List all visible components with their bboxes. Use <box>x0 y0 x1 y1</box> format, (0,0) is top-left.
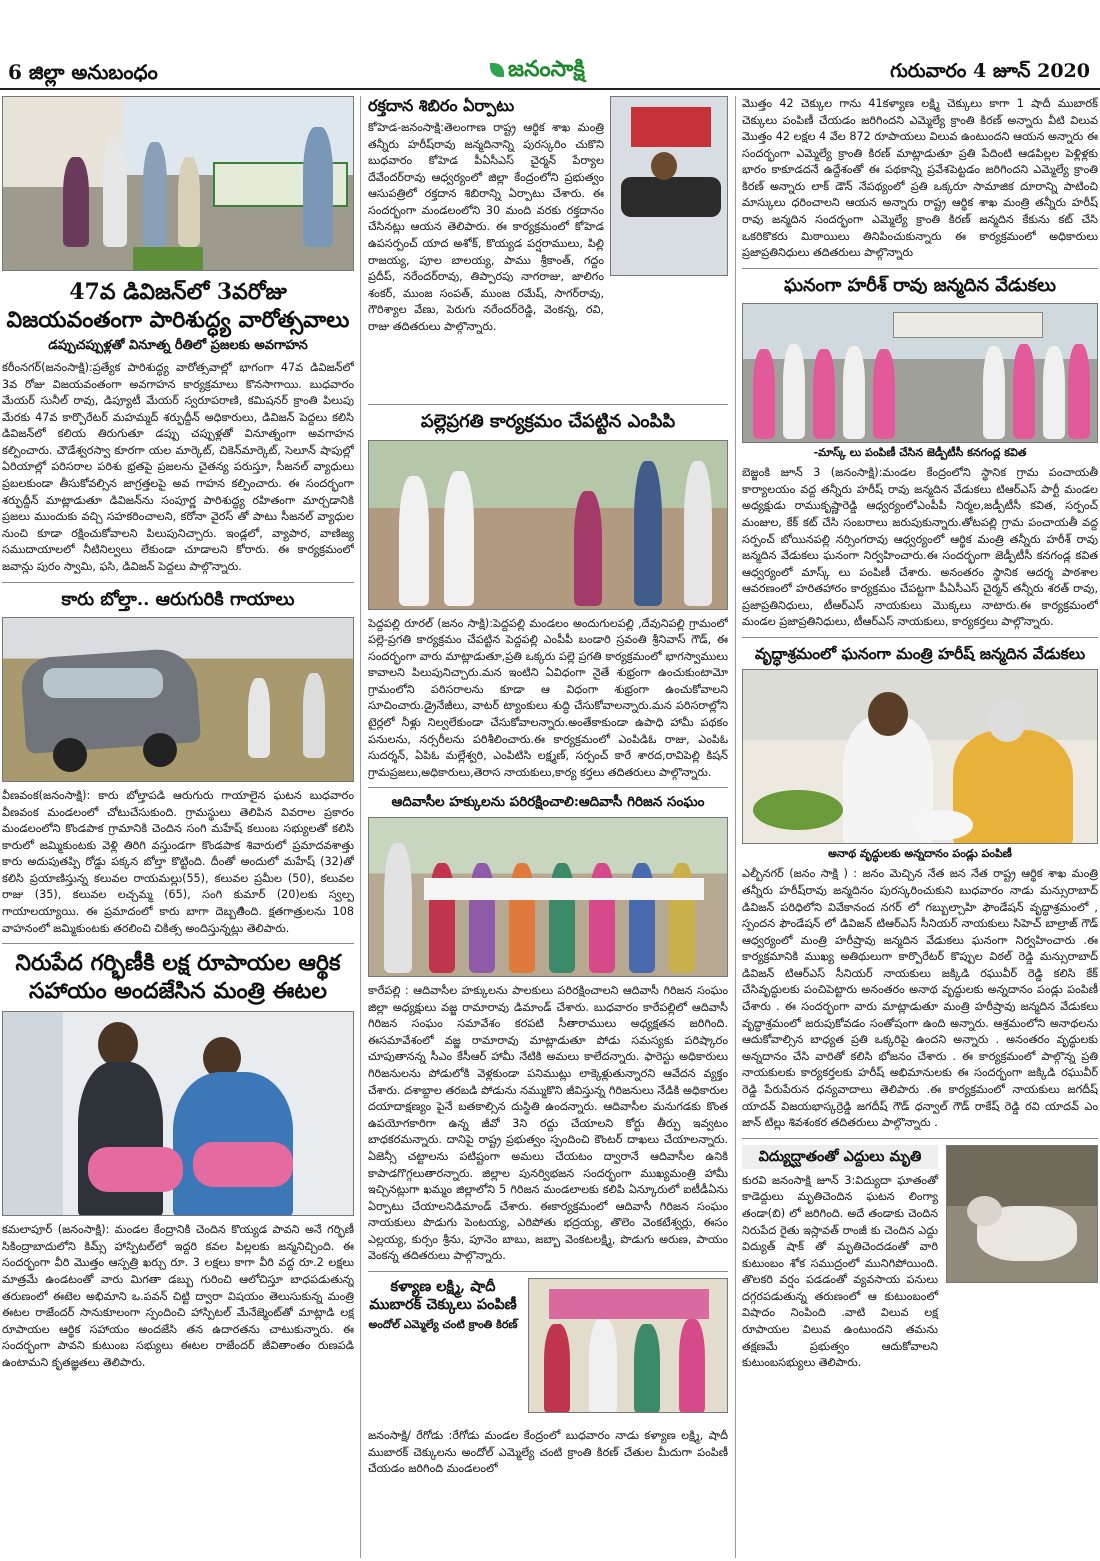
article-harish-birthday: బెజ్జంకి జూన్ 3 (జనంసాక్షి):మండల కేంద్రంలోని స్థానిక గ్రామ పంచాయతీ కార్యాలయం వద్ద తన్నీరు హరీష్ రావు జన్మదిన వేడుకలు టిఆర్ఎస్ పార్టీ మండల అధ్యక్షుడు రాముకృష్ణారెడ్డి ఆధ్వర్యంలోఎంపీపీ నిర్మల,జడ్పీటీసీ కవిత, సర్పంచ్ మంజుల, కేక్ కట్ చేసి సంబరాలు జరుపుకున్నారు.తోటపల్లి గ్రామ పంచాయతీ వద్ద సర్పంచ్ బోయినపల్లి నర్సింగరావు ఆధ్వర్యంలో ఆర్థిక మంత్రి తన్నీరు హరీశ్ రావు జన్మదిన వేడుకలు ఘనంగా నిర్వహించారు.ఈ సందర్భంగా జెడ్పీటీసీ కనగండ్ల కవిత ఆధ్వర్యంలో మాస్క్ లు పంపిణీ చేశారు. అనంతరం స్థానిక ఆదర్శ పాఠశాల ఆవరణంలో హరితహారం కార్యక్రమం చేపట్టగా పీఏసీఎస్ చైర్మన్ తన్నీరు శరత్ రావు, ప్రజాప్రతినిధులు, టీఆర్ఎస్ నాయకులు మొక్కలు నాటారు.ఈ కార్యక్రమంలో మండల ప్రజాప్రతినిధులు, టీఆర్ఎస్ నాయకులు, కార్యకర్తలు పాల్గొన్నారు. <box>742 466 1098 629</box>
article-blood-donation: కోహెడ-జనంసాక్షి:తెలంగాణ రాష్ట్ర ఆర్థిక శాఖ మంత్రి తన్నీరు హరీష్‌రావు జన్మదినాన్ని పురస్కరిం చుకొని బుధవారం కోహెడ పీఏసీఎస్ చైర్మన్ పేర్యాల దేవేందర్‌రావు ఆధ్వర్యంలో జిల్లా కేంద్రంలోని ప్రభుత్వం ఆసుపత్రిలో రక్తదాన శిబిరాన్ని ఏర్పాటు చేశారు. ఈ సందర్భంగా మండలంలోని 30 మంది వరకు రక్తదానం చేసినట్లు ఆయన తెలిపారు. ఈ కార్యక్రమంలో కోహెడ ఉపసర్పంచ్ యాద అశోక్, కొయ్యడ పర్షరాములు, పిల్లి రాజయ్య, పూల బాలయ్య, పాము శ్రీకాంత్, గద్దం ప్రదీప్, నరేందర్‌రావు, తిప్పారపు నాగరాజు, జాలిగం శంకర్, ముంజ సంపత్, ముంజ రమేష్, సాగర్‌రావు, గౌరిశ్యాల వేణు, పెరుగు నరేందర్‌రెడ్డి, వెంకన్న, రవి, రాజు తదితరులు పాల్గొన్నారు. <box>368 121 604 333</box>
article-sanitation: కరీంనగర్(జనంసాక్షి):ప్రత్యేక పారిశుద్ధ్య వారోత్సవాల్లో భాగంగా 47వ డివిజన్‌లో 3వ రోజు విజయవంతంగా అవగాహన కార్యక్రమాలు కొనసాగాయి. బుధవారం మేయర్ సునీల్ రావు, డిప్యూటీ మేయర్ స్వరూపరాణి, కమిషనర్ క్రాంతి పిలుపు మేరకు 47వ కార్పొరేటర్ మహమ్మద్ శర్ఫుద్దీన్ అధికారులు, డివిజన్ పెద్దలు కలిసి డివిజన్‌లో కలియ తిరుగుతూ డప్పు చప్పుళ్లతో వినూత్నంగా అవగాహన కల్పించారు. చౌడేశ్వరస్వా కూరగా యల మార్కెట్, చికెన్‌మార్కెట్, సెలూన్ షాపుల్లో ఏరియాల్లో పరిసరాల పరిశు భ్రతపై ప్రజలను చైతన్య పరుస్తూ, సీజనల్ వ్యాధులు ప్రబలకుండా తీసుకోవల్సిన జాగ్రత్తలపై అవ గాహన కల్పించారు. ఈ సందర్భంగా శర్ఫుద్దీన్ మాట్లాడుతూ డివిజన్‌ను సంపూర్ణ పారిశుద్ధ్య రహితంగా మార్చడానికి ప్రజలు ముందుకు వచ్చి సహకరించాలని, కరోనా వైరస్ తో పాటు సీజనల్ వ్యాధుల నుంచి కూడా రక్షించుకోవాలని పిలుపునిచ్చారు. ఇండ్లలో, వ్యాపార, వాణిజ్య సముదాయాలలో నీటినిల్వలు లేకుండా చూడాలని కోరారు. ఈ కార్యక్రమంలో జవాన్లు పురం స్వామి, ఫసి, డివిజన్ పెద్దలు పాల్గొన్నారు. <box>2 361 354 573</box>
subhead-sanitation: డప్పుచప్పుళ్లతో వినూత్న రీతిలో ప్రజలకు అవగాహన <box>48 338 308 353</box>
electrocution-block <box>742 1145 1098 1372</box>
divider <box>368 404 728 405</box>
page-label: 6 జిల్లా అనుబంధం <box>8 60 158 84</box>
caption-mask-distribution: -మాస్క్ లు పంపిణీ చేసిన జెడ్పీటీసీ కనగంద్ల కవిత <box>813 446 1027 460</box>
headline-financial-aid: నిరుపేద గర్భిణీకి లక్ష రూపాయల ఆర్థిక సహాయం అందజేసిన మంత్రి ఈటల <box>15 950 341 1004</box>
palle-pragathi-photo <box>368 440 728 610</box>
dead-bullock-photo <box>946 1145 1098 1283</box>
headline-palle-pragathi: పల్లెప్రగతి కార్యక్రమం చేపట్టిన ఎంపిపి <box>420 411 676 432</box>
headline-car-accident: కారు బోల్తా.. ఆరుగురికి గాయాలు <box>61 588 295 610</box>
divider <box>2 943 354 944</box>
headline-old-age-home: వృద్ధాశ్రమంలో ఘనంగా మంత్రి హరీష్ జన్మదిన వేడుకలు <box>754 644 1086 664</box>
divider <box>742 637 1098 638</box>
divider <box>368 787 728 788</box>
masthead <box>0 0 1100 90</box>
divider <box>2 582 354 583</box>
headline-adivasi-rights: ఆదివాసీల హక్కులను పరిరక్షించాలి:ఆదివాసీ గిరిజన సంఘం <box>391 794 705 811</box>
subhead-kalyana-lakshmi: అందోల్ ఎమ్మెల్యే చంటి క్రాంతి కిరణ్ <box>368 1318 518 1332</box>
kalyana-lakshmi-block <box>368 1278 728 1428</box>
divider <box>742 1138 1098 1139</box>
headline-harish-birthday: ఘనంగా హరీశ్ రావు జన్మదిన వేడుకలు <box>784 274 1056 296</box>
headline-sanitation: 47వ డివిజన్‌లో 3వరోజు విజయవంతంగా పారిశుద్ధ్య వారోత్సవాలు <box>6 279 350 333</box>
column-divider <box>735 96 736 1558</box>
article-palle-pragathi: పెద్దపల్లి రూరల్ (జనం సాక్షి):పెద్దపల్లి మండలం అందుగులపల్లి ,దేవునిపల్లి గ్రామంలో పల్లె-ప్రగతి కార్యక్రమం చేపట్టిన పెద్దపల్లి ఎంపీపీ బండారి స్రవంతి శ్రీనివాస్ గౌడ్, ఈ సందర్భంగా వారు మాట్లాడుతూ,ప్రతి ఒక్కరు పల్లె ప్రగతి కార్యక్రమంలో భాగస్వాములు కావాలని పిలుపునిచ్చారు.మన ఇంటిని ఏవిధంగా నైతే శుభ్రంగా ఉంచుకుంటామో గ్రామంలోని పరిసరాలను కూడా ఆ విధంగా శుభ్రంగా ఉంచుకోవాలని సూచించారు.డ్రైనేజీలు, వాటర్ ట్యాంకులు శుద్ధి చేసుకోవాలన్నారు.మన పరిసరాల్లోని టైర్లలో నీళ్లు నిల్వలేకుండా చేసుకోవాలన్నారు.అంతేకాకుండా ఉపాధి హామీ పథకం పనులను, నర్సరీలను పరిశీలించారు.ఈ కార్యక్రమంలో ఎంపిడిఓ రాజు, ఎంపిఓ సుదర్శన్, ఏపిఓ మల్లేశ్వరి, ఎంపిటిసి లక్ష్మణ్, సర్పంచ్ కారే శారద,రావిపెల్లి కిషన్ గ్రామప్రజలు,అధికారులు,తెరాస నాయకులు,కార్య కర్తలు తదితరులు పాల్గొన్నారు. <box>368 616 728 779</box>
headline-blood-donation: రక్తదాన శిబిరం ఏర్పాటు <box>368 96 515 115</box>
article-financial-aid: కమలాపూర్ (జనంసాక్షి): మండల కేంద్రానికి చెందిన కొయ్యడ పావని అనే గర్భిణీ సికింద్రాబాదులోని కిమ్స్ హాస్పిటల్‌లో ఇద్దరి కవల పిల్లలకు జన్మనిచ్చింది. ఈ సందర్భంగా వీరి మొత్తం ఆస్పత్రి ఖర్చు రూ. 3 లక్షలు కాగా వీరి వద్ద రూ.2 లక్షలు మాత్రమే ఉండటంతో వారు మిగతా డబ్బు గురించి ఆలోచిస్తూ బాధపడుతున్న తరుణంలో ఈటెల అభిమాని ఒ.పవన్ చిట్టి ద్వారా విషయం తెలుసుకున్న మంత్రి ఈటల రాజేందర్ సానుకూలంగా స్పందించి హాస్పిటల్ మేనేజ్మెంట్‌తో మాట్లాడి లక్ష రూపాయల ఆర్థిక సహాయం అందజేసి తన ఉదారతను చాటుకున్నారు. ఈ సందర్భంగా పావని కుటుంబ సభ్యులు ఈటల రాజేందర్ జీవితాంతం రుణపడి ఉంటామని కృతజ్ఞతలు తెలిపారు. <box>2 1223 354 1369</box>
article-old-age-home: ఎల్బీనగర్ (జనం సాక్షి ) : జనం మెచ్చిన నేత జన నేత రాష్ట్ర ఆర్థిక శాఖ మంత్రి తన్నీరు హరీష్‌రావు జన్మదినం పురస్కరించుకుని బుధవారం నాడు మన్సురాబాద్ డివిజన్ పరిధిలోని వివేకానంద నగర్ లో గబ్బుల్చాహి ఫౌండేషన్ వృద్ధాశ్రమంలో , స్పందన ఫౌండేషన్ లో డివిజన్ టిఆర్ఎస్ సీనియర్ నాయకులు సిహెచ్ బాల్రాజ్ గౌడ్ ఆధ్వర్యంలో మంత్రి హరీష్రావు జన్మదిన వేడుకలు ఘనంగా నిర్వహించారు .ఈ కార్యక్రమానికి ముఖ్య అతిథులుగా కార్పొరేటర్ కొప్పుల విఠల్ రెడ్డి మన్సురాబాద్ డివిజన్ టిఆర్ఎస్ సీనియర్ నాయకులు జక్కిడి రఘువీర్ రెడ్డి కలిసి కేక్ చేసివృద్ధులకు పంచిపెట్టారు అనంతరం అనాథ వృద్ధులకు అన్నదానం పండ్లు పంపిణీ చేశారు . ఈ సందర్భంగా వారు మాట్లాడుతూ మంత్రి హరీష్రావు జన్మదిన వేడుకలు వృద్ధాశ్రమంలో జరుపుకోవడం సంతోషంగా ఉంది అన్నారు. ఆశ్రమంలోని అనాథలను ఆదుకోవాల్సిన బాధ్యత ప్రతి ఒక్కరిపై ఉందని అన్నారు . అనంతరం వృద్ధులకు అన్నదానం చేసి వారితో కలిసి భోజనం చేశారు . ఈ కార్యక్రమంలో పాల్గొన్న ప్రతి నాయకులకు కార్యకర్తలకు హరీష్ అభిమానులకు ఈ సందర్భంగా జక్కిడి రఘువీర్ రెడ్డి పేరుపేరున ధన్యవాదాలు తెలిపారు .ఈ కార్యక్రమంలో నాయకులు జగదీష్ యాదవ్ విజయభాస్కర్రెడ్డి జగదీష్ గౌడ్ ధన్వాల్ గౌడ్ రాకేష్ రెడ్డి రవి యాదవ్ ఎం జాన్ టిల్లు శివశంకర తదితరులు పాల్గొన్నారు . <box>742 867 1098 1130</box>
harish-birthday-photo <box>742 303 1098 443</box>
article-electrocution: కురవి జనంసాక్షి జూన్ 3:విద్యుదా ఘాతంతో కాడెద్దులు మృతిచెందిన ఘటన లింగ్యా తండా(బి) లో జరిగింది. అదే తండాకు చెందిన నిరుపేద రైతు ఇస్లావత్ రాంజీ కు చెందిన ఎద్దు విద్యుత్ షాక్ తో మృతిచెందడంతో వారి కుటుంబం శోక సముద్రంలో మునిగిపోయింది. తొలకరి వర్షం పడడంతో వ్యవసాయ పనులు దగ్గరపడుతున్న తరుణంలో ఆ కుటుంబంలో విషాదం నింపింది .వాటి విలువ లక్ష రూపాయల విలువ ఉంటుందని తమను తక్షణమే ప్రభుత్వం ఆదుకోవాలని కుటుంబసభ్యులు తెలిపారు. <box>742 1173 938 1370</box>
divider <box>368 1271 728 1272</box>
article-kalyana-lakshmi: జనంసాక్షి/ రేగోడు :రేగోడు మండల కేంద్రంలో బుధవారం నాడు కళ్యాణ లక్ష్మి, షాదీ ముబారక్ చెక్కులను అందోల్ ఎమ్మెల్యే చంటి క్రాంతి కిరణ్ చేతుల మీదుగా పంపిణీ చేయడం జరిగింది మండలంలో <box>368 1428 728 1476</box>
cheque-distribution-photo <box>528 1278 728 1413</box>
blood-donation-block <box>368 96 728 333</box>
sanitation-rally-photo <box>2 96 354 271</box>
car-accident-photo <box>2 617 354 782</box>
column-3 <box>742 96 1098 1558</box>
article-adivasi-rights: కారేపల్లి : ఆదివాసీల హక్కులను పాలకులు పరిరక్షించాలని ఆదివాసీ గిరిజన సంఘం జిల్లా అధ్యక్షులు వజ్జ రామారావు డిమాండ్ చేశారు. బుధవారం కారేపల్లిలో ఆదివాసీ గిరిజన సంఘం సమావేశం కరపటి సీతారాములు అధ్యక్షతన జరిగింది. ఈసమావేశంలో వజ్జ రామారావు మాట్లాడుతూ పోడు సమస్యకు పరిష్కారం చూపుతానన్న సీఎం కేసీఆర్ హామీ నేటికి అమలు కాలేదన్నారు. ఫారెస్టు అధికారులు గిరిజనులను పోడులోకి వెళ్లకుండా పనిముట్లు లాక్కెళ్లుతున్నారని ఆవేదన వ్యక్తం చేశారు. దశాబ్దాల తరబడి పోడును నమ్ముకొని జీవిస్తున్న గిరిజనులు నేడికి అధికారుల దయాదాక్షణ్యం పైనే బతకాల్సిన దుస్థితి ఉందన్నారు. ఆదివాసీల మనుగడకు కొంత ఉపయోగకారిగా ఉన్న జీవో 3ని రద్దు చేయాలని కోర్టు తీర్పు ఇవ్వటం బాధకరమన్నారు. దానిపై రాష్ట్ర ప్రభుత్వం స్పందించి కౌంటర్ దాఖలు చేయాలన్నారు. ఏజెన్సీ చట్టాలను పటిష్టంగా అమలు చేయటం ద్వారానే ఆదివాసీల ఉనికి కాపాడగొగ్గలుతారన్నారు. జిల్లాల పునర్విభజన సందర్భంగా ముఖ్యమంత్రి హామీ ఇచ్చినట్లుగా ఖమ్మం జిల్లాలోని 5 గిరిజన మండలాలకు కలిపి ఏన్కూరులో ఐటీడీఏను ఏర్పాటు చేయాలనిడిమాండ్ చేశారు. ఈకార్యక్రమంలో ఆదివాసీ గిరిజన సంఘం నాయకులు పొడుగు పెంటయ్య, ఎరిపోతు భద్రయ్య, తొలెం వెంకటేశ్వర్లు, ఈసం ఎల్లయ్య, కుర్సం శ్రీను, పూనెం బాబు, జబ్బా వెంకటలక్ష్మి, పొడుగు అరుణ, పాయం వెంకన్న తదితరులు పాల్గొన్నారు. <box>368 984 728 1263</box>
article-kalyana-lakshmi-continued: మొత్తం 42 చెక్కుల గాను 41కళ్యాణ లక్ష్మి చెక్కులు కాగా 1 షాదీ ముబారక్ చెక్కులు పంపిణీ చేయడం జరిగిందని ఎమ్మెల్యే క్రాంతి కిరణ్ అన్నారు వీటి విలువ మొత్తం 42 లక్షల 4 వేల 872 రూపాయలు విలువ ఉంటుందని ఆయన అన్నారు ఈ సందర్భంగా ఎమ్మెల్యే క్రాంతి కిరణ్ మాట్లాడుతూ ప్రతి పేదింటి ఆడపిల్లల పెళ్లిళ్లకు భారం కాకూడదనే ఉద్దేశంతో ఈ పథకాన్ని ప్రవేశపెట్టడం జరిగిందని ఎమ్మెల్యే క్రాంతి కిరణ్ అన్నారు లాక్ డౌన్ నేపథ్యంలో ప్రతి ఒక్కరూ సామాజిక దూరాన్ని పాటించి మాస్కులు ధరించాలని ఆయన అన్నారు రాష్ట్ర ఆర్థిక శాఖ మంత్రి తన్నీరు హరీష్ రావు జన్మదిన సందర్భంగా ఎమ్మెల్యే క్రాంతి కిరణ్ జన్మదిన కేకును కట్ చేసి ఒకరికొకరు మిఠాయిలు తినిపించుకున్నారు ఈ కార్యక్రమంలో అధికారులు ప్రజాప్రతినిధులు తదితరులు పాల్గొన్నారు <box>742 97 1098 260</box>
twins-family-photo <box>2 1011 354 1216</box>
divider <box>742 268 1098 269</box>
article-car-accident: వీణవంక(జనంసాక్షి): కారు బోల్తాపడి ఆరుగురు గాయాలైన ఘటన బుధవారం వీణవంక మండలంలో చోటుచేసుకుంది. గ్రామస్థులు తెలిపిన వివరాల ప్రకారం మండలంలోని కొండపాక గ్రామానికి చెందిన సంగి మహేష్ కలుంబ సభ్యులతో కలిసి కారులో జమ్మికుంటకు వెళ్లి తిరిగి వస్తుండగా కొండపాక శివారులో ప్రమాదవశాత్తు కారు అదుపుతప్పి రోడ్డు పక్కన బోల్తా కొట్టింది. దీంతో అందులో మహేష్ (32)తో కలిసి ప్రయాణిస్తున్న కలువల రాయమల్లు(55), కలువల ప్రమీల (50), కలువల రాజు (35), కలువల లచ్చమ్మ (65), సంగి కుమార్ (20)లకు స్వల్ప గాయాలయ్యాయి. ఈ ప్రమాదంలో కారు బాగా దెబ్బతిింది. క్షతగాత్రులను 108 వాహనంలో జమ్మికుంటకు తరలించి చికిత్స అందిస్తున్నట్లు తెలిపారు. <box>2 789 354 935</box>
paper-logo <box>490 56 585 87</box>
column-1 <box>2 96 354 1558</box>
column-2 <box>368 96 728 1558</box>
paper-name: జనంసాక్షి <box>508 56 585 82</box>
column-divider <box>360 96 361 1558</box>
issue-date: గురువారం 4 జూన్ 2020 <box>890 60 1090 82</box>
headline-electrocution: విద్యుద్ఘాతంతో ఎద్దులు మృతి <box>742 1145 938 1169</box>
old-age-home-photo <box>742 669 1098 844</box>
adivasi-protest-photo <box>368 817 728 977</box>
blood-donation-photo <box>610 96 728 276</box>
leaf-icon <box>490 63 504 77</box>
caption-food-distribution: అనాథ వృద్ధులకు అన్నదానం పండ్లు పంపిణీ <box>828 847 1012 861</box>
headline-kalyana-lakshmi: కళ్యాణ లక్ష్మి, షాదీ ముబారక్ చెక్కులు పంపిణీ <box>369 1277 517 1314</box>
